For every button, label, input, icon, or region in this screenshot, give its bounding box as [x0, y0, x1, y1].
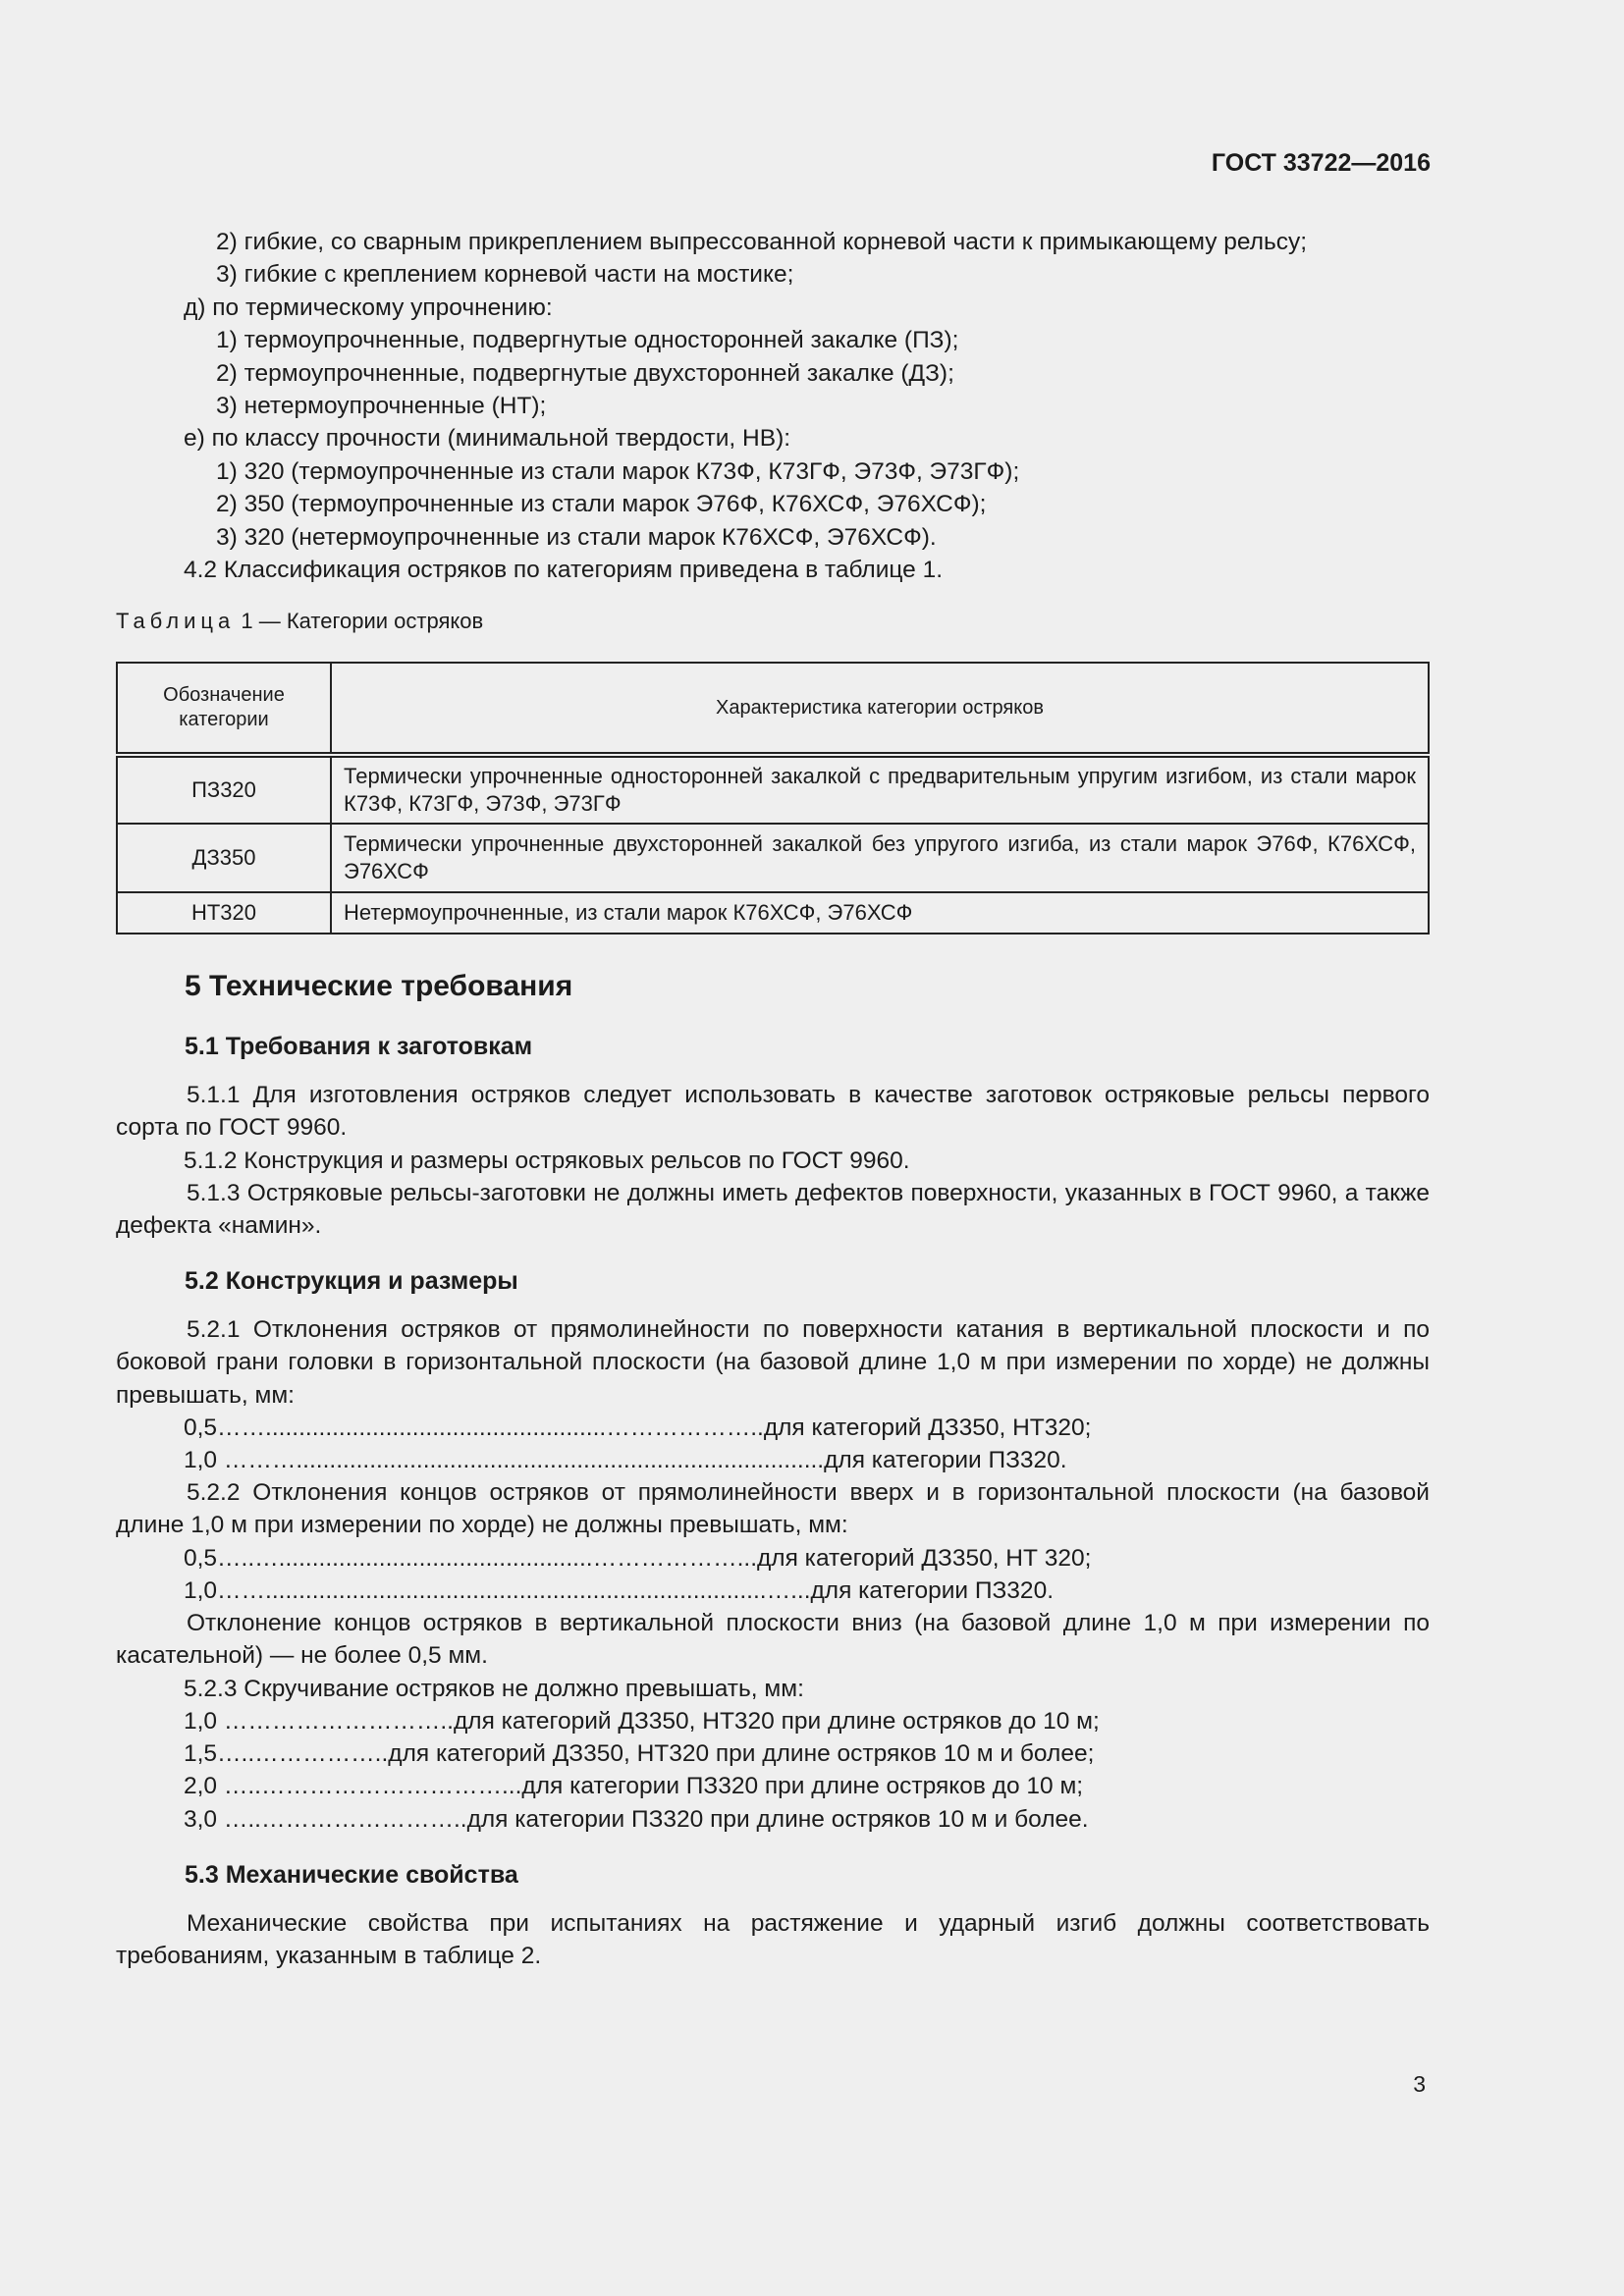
table-caption	[116, 609, 483, 634]
table-row	[117, 755, 1429, 824]
table-row	[117, 892, 1429, 934]
categories-table	[116, 662, 1430, 934]
category-code: НТ320	[117, 892, 331, 934]
tolerance-line: 0,5……...................................................………………..для категорий ДЗ350, НТ320;	[184, 1415, 1092, 1441]
category-code: ПЗ320	[117, 755, 331, 824]
tolerance-line: 2,0 …..…………………………...для категории ПЗ320 при длине остряков до 10 м;	[184, 1773, 1084, 1799]
list-item: 2) термоупрочненные, подвергнутые двухсторонней закалке (ДЗ);	[216, 360, 954, 387]
paragraph-5-2-3: 5.2.3 Скручивание остряков не должно превышать, мм:	[184, 1676, 804, 1702]
list-item: 2) 350 (термоупрочненные из стали марок Э76Ф, К76ХСФ, Э76ХСФ);	[216, 491, 987, 517]
paragraph-5-1-3: 5.1.3 Остряковые рельсы-заготовки не должны иметь дефектов поверхности, указанных в ГОСТ 9960, а также дефекта «намин».	[116, 1180, 1430, 1240]
page-number: 3	[1413, 2071, 1426, 2097]
list-item: 1) термоупрочненные, подвергнутые односторонней закалке (ПЗ);	[216, 327, 959, 353]
tolerance-line: 1,5…..……………..для категорий ДЗ350, НТ320 при длине остряков 10 м и более;	[184, 1740, 1095, 1767]
subsection-title-5-2: 5.2 Конструкция и размеры	[185, 1267, 518, 1295]
paragraph-5-3: Механические свойства при испытаниях на растяжение и ударный изгиб должны соответствовать требованиям, указанным в таблице 2.	[116, 1910, 1430, 1970]
category-code: ДЗ350	[117, 824, 331, 892]
tolerance-line: 1,0 ………...............................................................................для категории ПЗ320.	[184, 1447, 1067, 1473]
table-caption-title: 1 — Категории остряков	[235, 609, 484, 633]
table-caption-label: Таблица	[116, 609, 236, 633]
col-header-code: Обозначение категории	[117, 663, 331, 755]
paragraph-5-1-2: 5.1.2 Конструкция и размеры остряковых рельсов по ГОСТ 9960.	[184, 1148, 910, 1174]
category-desc: Термически упрочненные двухсторонней закалкой без упругого изгиба, из стали марок Э76Ф, К76ХСФ, Э76ХСФ	[331, 824, 1429, 892]
paragraph-5-2-2: 5.2.2 Отклонения концов остряков от прямолинейности вверх и в горизонтальной плоскости (на базовой длине 1,0 м при измерении по хорде) не должны превышать, мм:	[116, 1479, 1430, 1539]
table-header-row	[117, 663, 1429, 755]
category-desc: Термически упрочненные односторонней закалкой с предварительным упругим изгибом, из стали марок К73Ф, К73ГФ, Э73Ф, Э73ГФ	[331, 755, 1429, 824]
paragraph-5-1-1: 5.1.1 Для изготовления остряков следует использовать в качестве заготовок остряковые рельсы первого сорта по ГОСТ 9960.	[116, 1082, 1430, 1142]
list-item: 1) 320 (термоупрочненные из стали марок К73Ф, К73ГФ, Э73Ф, Э73ГФ);	[216, 458, 1020, 485]
tolerance-line: 1,0……...........................................................................…...для категории ПЗ320.	[184, 1577, 1054, 1604]
tolerance-line: 1,0 ………………………..для категорий ДЗ350, НТ320 при длине остряков до 10 м;	[184, 1708, 1100, 1735]
list-item: 3) гибкие с креплением корневой части на мостике;	[216, 261, 794, 288]
tolerance-line: 3,0 …..……………………..для категории ПЗ320 при длине остряков 10 м и более.	[184, 1806, 1089, 1833]
paragraph-5-2-1: 5.2.1 Отклонения остряков от прямолинейности по поверхности катания в вертикальной плоскости и по боковой грани головки в горизонтальной плоскости (на базовой длине 1,0 м при измерении по хорде) не должны превышать, мм:	[116, 1316, 1430, 1409]
subsection-title-5-3: 5.3 Механические свойства	[185, 1861, 518, 1889]
paragraph-5-2-2-note: Отклонение концов остряков в вертикальной плоскости вниз (на базовой длине 1,0 м при измерении по касательной) — не более 0,5 мм.	[116, 1610, 1430, 1670]
table-row	[117, 824, 1429, 892]
document-id: ГОСТ 33722—2016	[1211, 149, 1431, 177]
list-item: 3) 320 (нетермоупрочненные из стали марок К76ХСФ, Э76ХСФ).	[216, 524, 937, 551]
section-title: 5 Технические требования	[185, 970, 573, 1002]
list-item: д) по термическому упрочнению:	[184, 294, 553, 321]
subsection-title-5-1: 5.1 Требования к заготовкам	[185, 1033, 533, 1060]
list-item: е) по классу прочности (минимальной твердости, НВ):	[184, 425, 791, 452]
category-desc: Нетермоупрочненные, из стали марок К76ХСФ, Э76ХСФ	[331, 892, 1429, 934]
col-header-desc: Характеристика категории остряков	[331, 663, 1429, 755]
tolerance-line: 0,5…..…...............................................………………...для категорий ДЗ350, НТ 320;	[184, 1545, 1092, 1572]
paragraph-4-2: 4.2 Классификация остряков по категориям приведена в таблице 1.	[184, 557, 944, 583]
list-item: 3) нетермоупрочненные (НТ);	[216, 393, 547, 419]
list-item: 2) гибкие, со сварным прикреплением выпрессованной корневой части к примыкающему рельсу;	[216, 229, 1308, 255]
